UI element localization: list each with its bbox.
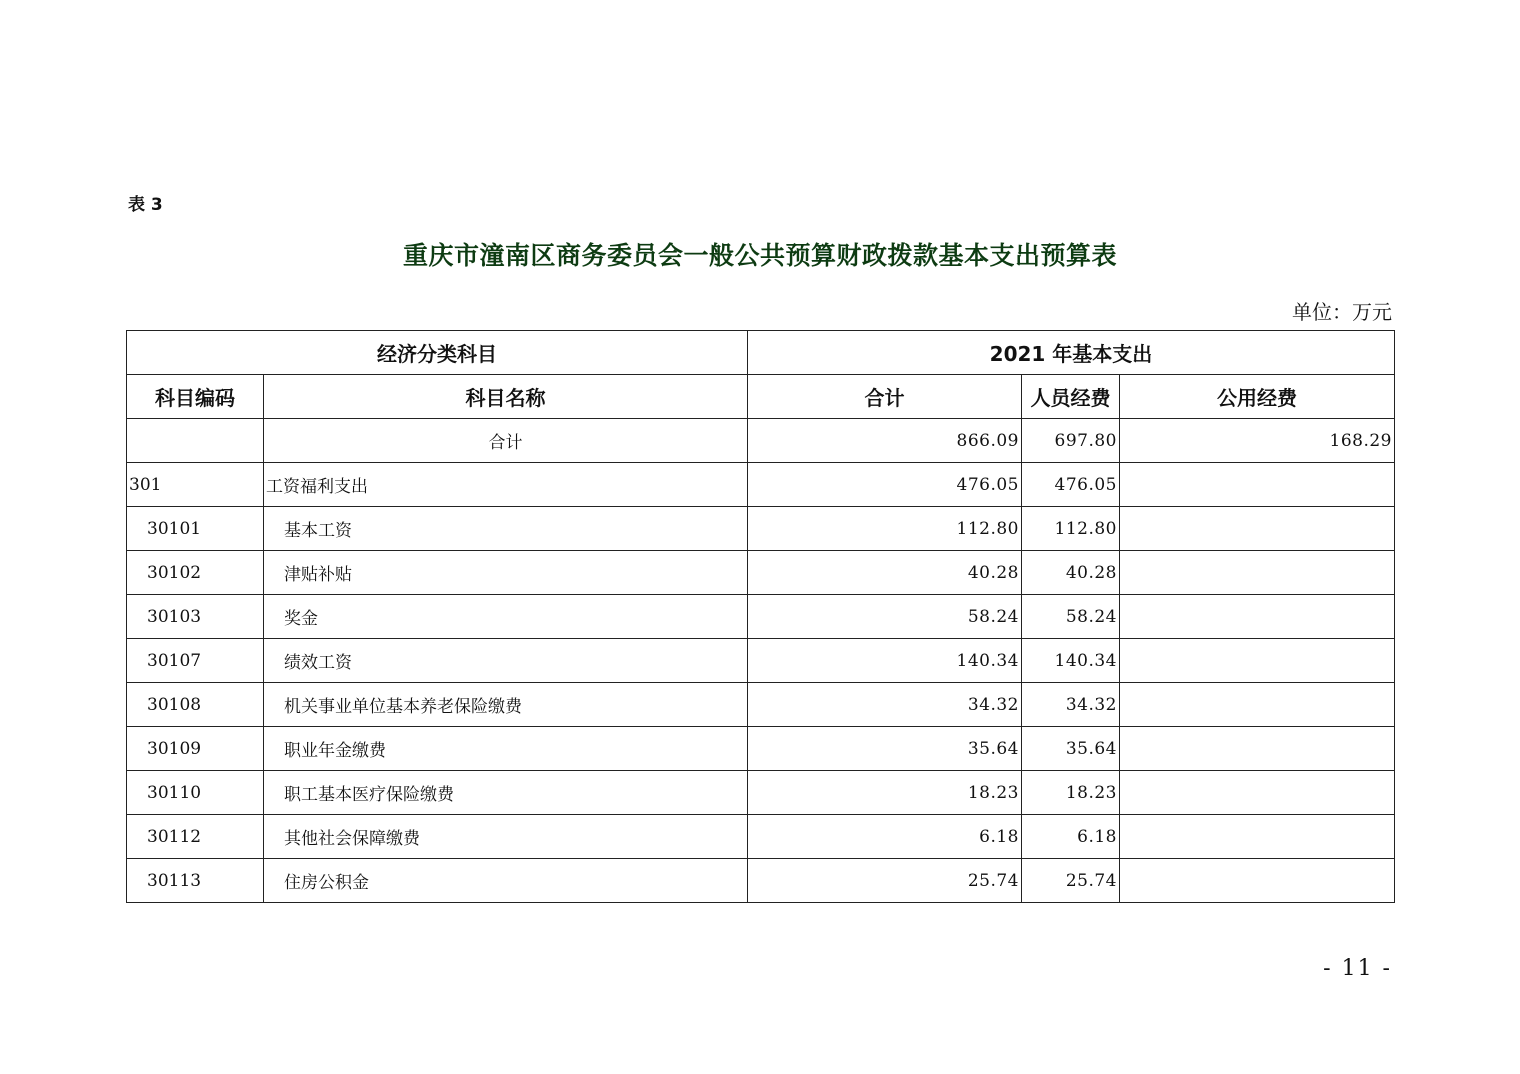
table-row	[127, 551, 1395, 595]
row-code: 30109	[127, 727, 264, 771]
public-column-header: 公用经费	[1120, 375, 1395, 419]
table-row	[127, 859, 1395, 903]
table-row	[127, 595, 1395, 639]
row-public	[1120, 683, 1395, 727]
row-personnel: 34.32	[1022, 683, 1120, 727]
row-name: 基本工资	[264, 507, 748, 551]
row-code: 30107	[127, 639, 264, 683]
row-total: 40.28	[748, 551, 1022, 595]
year-expense-group-header: 2021 年基本支出	[748, 331, 1395, 375]
row-name: 津贴补贴	[264, 551, 748, 595]
classification-group-header: 经济分类科目	[127, 331, 748, 375]
row-total: 140.34	[748, 639, 1022, 683]
row-public	[1120, 815, 1395, 859]
row-personnel: 140.34	[1022, 639, 1120, 683]
row-total: 6.18	[748, 815, 1022, 859]
row-personnel: 6.18	[1022, 815, 1120, 859]
row-personnel: 35.64	[1022, 727, 1120, 771]
total-row-public: 168.29	[1120, 419, 1395, 463]
row-code: 30101	[127, 507, 264, 551]
document-title: 重庆市潼南区商务委员会一般公共预算财政拨款基本支出预算表	[402, 241, 1117, 270]
table-row	[127, 727, 1395, 771]
total-row-code	[127, 419, 264, 463]
row-name: 工资福利支出	[264, 463, 748, 507]
row-code: 30113	[127, 859, 264, 903]
row-public	[1120, 859, 1395, 903]
row-code: 30112	[127, 815, 264, 859]
row-total: 25.74	[748, 859, 1022, 903]
row-public	[1120, 463, 1395, 507]
row-name: 职业年金缴费	[264, 727, 748, 771]
row-personnel: 18.23	[1022, 771, 1120, 815]
table-row	[127, 639, 1395, 683]
table-row	[127, 771, 1395, 815]
row-code: 30108	[127, 683, 264, 727]
table-label: 表 3	[128, 195, 163, 215]
code-column-header: 科目编码	[127, 375, 264, 419]
total-row-total: 866.09	[748, 419, 1022, 463]
unit-label: 单位：万元	[1292, 300, 1392, 324]
row-public	[1120, 771, 1395, 815]
row-total: 476.05	[748, 463, 1022, 507]
page-number: - 11 -	[1323, 956, 1392, 981]
row-public	[1120, 595, 1395, 639]
budget-table	[126, 330, 1395, 903]
row-name: 奖金	[264, 595, 748, 639]
row-public	[1120, 639, 1395, 683]
row-code: 30102	[127, 551, 264, 595]
row-total: 34.32	[748, 683, 1022, 727]
row-personnel: 476.05	[1022, 463, 1120, 507]
row-personnel: 25.74	[1022, 859, 1120, 903]
personnel-column-header: 人员经费	[1022, 375, 1120, 419]
table-row	[127, 463, 1395, 507]
row-code: 30103	[127, 595, 264, 639]
table-row	[127, 507, 1395, 551]
row-name: 绩效工资	[264, 639, 748, 683]
row-total: 112.80	[748, 507, 1022, 551]
name-column-header: 科目名称	[264, 375, 748, 419]
row-public	[1120, 551, 1395, 595]
column-header-row	[127, 375, 1395, 419]
row-personnel: 58.24	[1022, 595, 1120, 639]
row-personnel: 40.28	[1022, 551, 1120, 595]
row-personnel: 112.80	[1022, 507, 1120, 551]
row-name: 其他社会保障缴费	[264, 815, 748, 859]
total-column-header: 合计	[748, 375, 1022, 419]
total-row-personnel: 697.80	[1022, 419, 1120, 463]
table-row	[127, 683, 1395, 727]
row-name: 机关事业单位基本养老保险缴费	[264, 683, 748, 727]
row-total: 18.23	[748, 771, 1022, 815]
total-row	[127, 419, 1395, 463]
row-name: 住房公积金	[264, 859, 748, 903]
row-code: 301	[127, 463, 264, 507]
row-total: 58.24	[748, 595, 1022, 639]
row-public	[1120, 507, 1395, 551]
group-header-row	[127, 331, 1395, 375]
row-public	[1120, 727, 1395, 771]
row-name: 职工基本医疗保险缴费	[264, 771, 748, 815]
table-row	[127, 815, 1395, 859]
row-total: 35.64	[748, 727, 1022, 771]
row-code: 30110	[127, 771, 264, 815]
total-row-name: 合计	[264, 419, 748, 463]
